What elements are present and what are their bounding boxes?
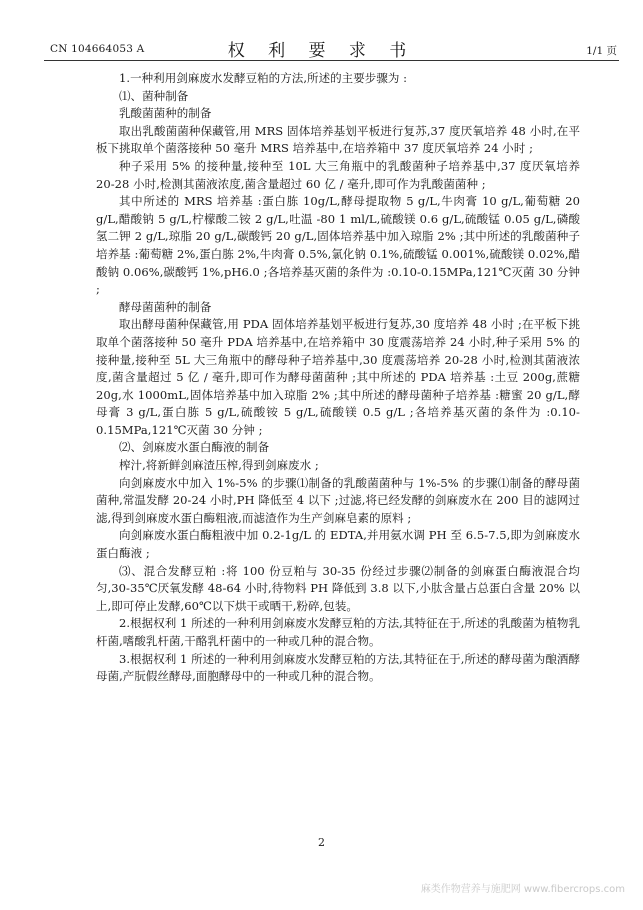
paragraph: 向剑麻废水中加入 1%-5% 的步骤⑴制备的乳酸菌菌种与 1%-5% 的步骤⑴制备的酵母菌菌种,常温发酵 20-24 小时,PH 降低至 4 以下 ;过滤,将已经发酵的剑麻废水在 200 目的滤网过滤,得到剑麻废水蛋白酶粗液,而滤渣作为生产剑麻皂素的原料 ; — [96, 475, 580, 525]
subheading-yeast: 酵母菌菌种的制备 — [119, 299, 212, 314]
section-heading-1: ⑴、菌种制备 — [119, 88, 189, 103]
section-step-3: ⑶、混合发酵豆粕 :将 100 份豆粕与 30-35 份经过步骤⑵制备的剑麻蛋白酶液混合均匀,30-35℃厌氧发酵 48-64 小时,待物料 PH 降低到 3.8 以下,小肽含量占总蛋白含量 20% 以上,即可停止发酵,60℃以下烘干或晒干,粉碎,包装。 — [96, 563, 580, 613]
patent-number: CN 104664053 A — [50, 43, 145, 55]
paragraph: 其中所述的 MRS 培养基 :蛋白胨 10g/L,酵母提取物 5 g/L,牛肉膏 10 g/L,葡萄糖 20 g/L,醋酸钠 5 g/L,柠檬酸二铵 2 g/L,吐温 -80 1 ml/L,硫酸镁 0.6 g/L,硫酸锰 0.05 g/L,磷酸氢二钾 2 g/L,琼脂 20 g/L,碳酸钙 20 g/L,固体培养基中加入琼脂 2% ;其中所述的乳酸菌种子培养基 :葡萄糖 2%,蛋白胨 2%,牛肉膏 0.5%,氯化钠 0.1%,硫酸锰 0.001%,硫酸镁 0.02%,醋酸钠 0.06%,碳酸钙 1%,pH6.0 ;各培养基灭菌的条件为 :0.10-0.15MPa,121℃灭菌 30 分钟 ; — [96, 194, 580, 297]
paragraph: 种子采用 5% 的接种量,接种至 10L 大三角瓶中的乳酸菌种子培养基中,37 度厌氧培养 20-28 小时,检测其菌液浓度,菌含量超过 60 亿 / 毫升,即可作为乳酸菌菌种 ; — [96, 158, 580, 191]
page-number: 2 — [318, 836, 325, 849]
claims-body — [96, 70, 580, 686]
paragraph: 向剑麻废水蛋白酶粗液中加 0.2-1g/L 的 EDTA,并用氨水调 PH 至 6.5-7.5,即为剑麻废水蛋白酶液 ; — [96, 528, 580, 561]
paragraph: 取出酵母菌种保藏管,用 PDA 固体培养基划平板进行复苏,30 度培养 48 小时 ;在平板下挑取单个菌落接种 50 毫升 PDA 培养基中,在培养箱中 30 度震荡培养 24 小时,种子采用 5% 的接种量,接种至 5L 大三角瓶中的酵母种子培养基中,30 度震荡培养 20-28 小时,检测其菌液浓度,菌含量超过 5 亿 / 毫升,即可作为酵母菌菌种 ;其中所述的 PDA 培养基 :土豆 200g,蔗糖 20g,水 1000mL,固体培养基中加入琼脂 2% ;其中所述的酵母菌种子培养基 :糖蜜 20 g/L,酵母膏 3 g/L,蛋白胨 5 g/L,硫酸铵 5 g/L,硫酸镁 0.5 g/L ;各培养基灭菌的条件为 :0.10-0.15MPa,121℃灭菌 30 分钟 ; — [96, 317, 580, 437]
watermark: 麻类作物营养与施肥网 www.fibercrops.com — [420, 884, 625, 895]
claim-1-intro: 1.一种利用剑麻废水发酵豆粕的方法,所述的主要步骤为 : — [119, 71, 408, 85]
document-title: 权 利 要 求 书 — [227, 41, 416, 61]
claim-3: 3.根据权利 1 所述的一种利用剑麻废水发酵豆粕的方法,其特征在于,所述的酵母菌为酿酒酵母菌,产朊假丝酵母,面胞酵母中的一种或几种的混合物。 — [96, 651, 580, 684]
header-divider — [44, 60, 619, 61]
section-heading-2: ⑵、剑麻废水蛋白酶液的制备 — [119, 440, 270, 455]
claim-2: 2.根据权利 1 所述的一种利用剑麻废水发酵豆粕的方法,其特征在于,所述的乳酸菌为植物乳杆菌,嗜酸乳杆菌,干酪乳杆菌中的一种或几种的混合物。 — [96, 616, 580, 648]
subheading-lactobacillus: 乳酸菌菌种的制备 — [119, 106, 212, 121]
page-indicator: 1/1 页 — [586, 45, 617, 57]
page-header — [0, 34, 643, 66]
paragraph: 取出乳酸菌菌种保藏管,用 MRS 固体培养基划平板进行复苏,37 度厌氧培养 48 小时,在平板下挑取单个菌落接种 50 毫升 MRS 培养基中,在培养箱中 37 度厌氧培养 24 小时 ; — [96, 123, 580, 156]
paragraph: 榨汁,将新鲜剑麻渣压榨,得到剑麻废水 ; — [119, 458, 319, 473]
